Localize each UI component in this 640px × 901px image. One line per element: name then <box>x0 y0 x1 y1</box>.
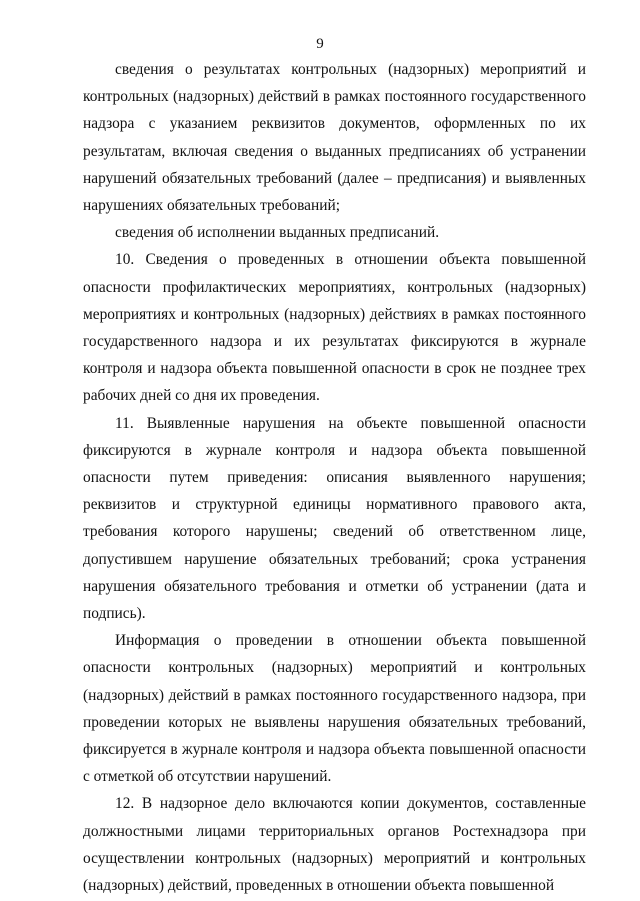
paragraph-10: 10. Сведения о проведенных в отношении объекта повышенной опасности профилактических мероприятиях, контрольных (надзорных) мероприятиях и контрольных (надзорных) действиях в рамках постоянного государственного надзора и их результатах фиксируются в журнале контроля и надзора объекта повышенной опасности в срок не позднее трех рабочих дней со дня их проведения. <box>83 251 586 405</box>
paragraph-results-info: сведения о результатах контрольных (надзорных) мероприятий и контрольных (надзорных) действий в рамках постоянного государственного надзора с указанием реквизитов документов, оформленных по их результатам, включая сведения о выданных предписаниях об устранении нарушений обязательных требований (далее – предписания) и выявленных нарушениях обязательных требований; <box>83 61 586 215</box>
paragraph-12: 12. В надзорное дело включаются копии документов, составленные должностными лицами территориальных органов Ростехнадзора при осуществлении контрольных (надзорных) мероприятий и контрольных (надзорных) действий, проведенных в отношении объекта повышенной <box>83 795 586 895</box>
page-number: 9 <box>316 36 324 52</box>
paragraph-information: Информация о проведении в отношении объекта повышенной опасности контрольных (надзорных) мероприятий и контрольных (надзорных) действий в рамках постоянного государственного надзора, при проведении которых не выявлены нарушения обязательных требований, фиксируется в журнале контроля и надзора объекта повышенной опасности с отметкой об отсутствии нарушений. <box>83 632 586 786</box>
paragraph-execution-info: сведения об исполнении выданных предписаний. <box>115 224 440 242</box>
document-body <box>83 56 586 899</box>
paragraph-11: 11. Выявленные нарушения на объекте повышенной опасности фиксируются в журнале контроля и надзора объекта повышенной опасности путем приведения: описания выявленного нарушения; реквизитов и структурной единицы нормативного правового акта, требования которого нарушены; сведений об ответственном лице, допустившем нарушение обязательных требований; срока устранения нарушения обязательного требования и отметки об устранении (дата и подпись). <box>83 414 586 623</box>
